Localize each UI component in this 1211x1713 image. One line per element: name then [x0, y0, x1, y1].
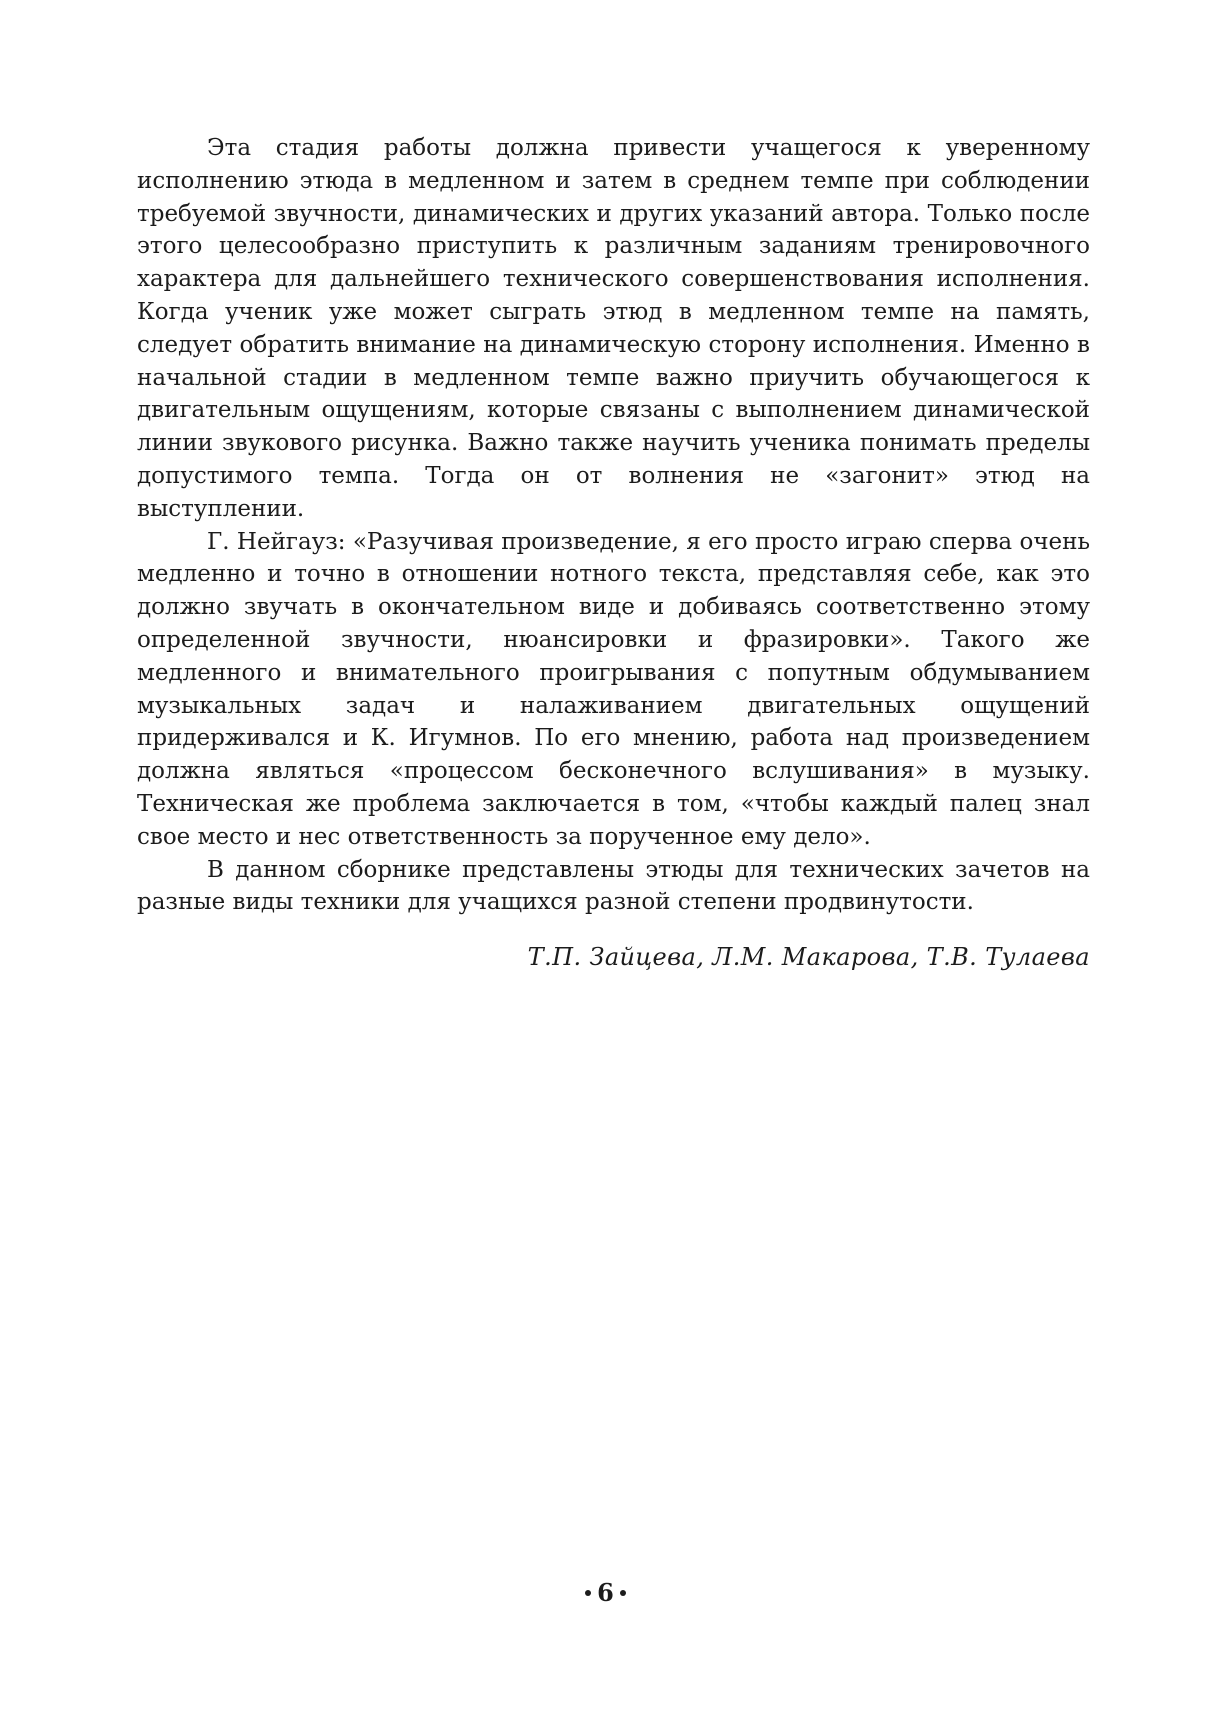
authors-signature: Т.П. Зайцева, Л.М. Макарова, Т.В. Тулаева — [527, 943, 1090, 972]
bullet-left-icon — [585, 1590, 591, 1596]
page-number-footer — [0, 1578, 1211, 1608]
page-number: 6 — [597, 1578, 614, 1607]
paragraph-3: В данном сборнике представлены этюды для технических зачетов на разные виды техники для учащихся разной степени продвинутости. — [137, 856, 1090, 916]
body-text — [137, 132, 1090, 973]
bullet-right-icon — [620, 1590, 626, 1596]
paragraph-2: Г. Нейгауз: «Разучивая произведение, я его просто играю сперва очень медленно и точно в отношении нотного текста, представляя себе, как это должно звучать в окончательном виде и добиваясь соответственно этому определенной звучности, нюансировки и фразировки». Такого же медленного и внимательного проигрывания с попутным обдумыванием музыкальных задач и налаживанием двигательных ощущений придерживался и К. Игумнов. По его мнению, работа над произведением должна являться «процессом бесконечного вслушивания» в музыку. Техническая же проблема заключается в том, «чтобы каждый палец знал свое место и нес ответственность за порученное ему дело». — [137, 528, 1090, 850]
paragraph-1: Эта стадия работы должна привести учащегося к уверенному исполнению этюда в медленном и затем в среднем темпе при соблюдении требуемой звучности, динамических и других указаний автора. Только после этого целесообразно приступить к различным заданиям тренировочного характера для дальнейшего технического совершенствования исполнения. Когда ученик уже может сыграть этюд в медленном темпе на память, следует обратить внимание на динамическую сторону исполнения. Именно в начальной стадии в медленном темпе важно приучить обучающегося к двигательным ощущениям, которые связаны с выполнением динамической линии звукового рисунка. Важно также научить ученика понимать пределы допустимого темпа. Тогда он от волнения не «загонит» этюд на выступлении. — [137, 135, 1090, 522]
